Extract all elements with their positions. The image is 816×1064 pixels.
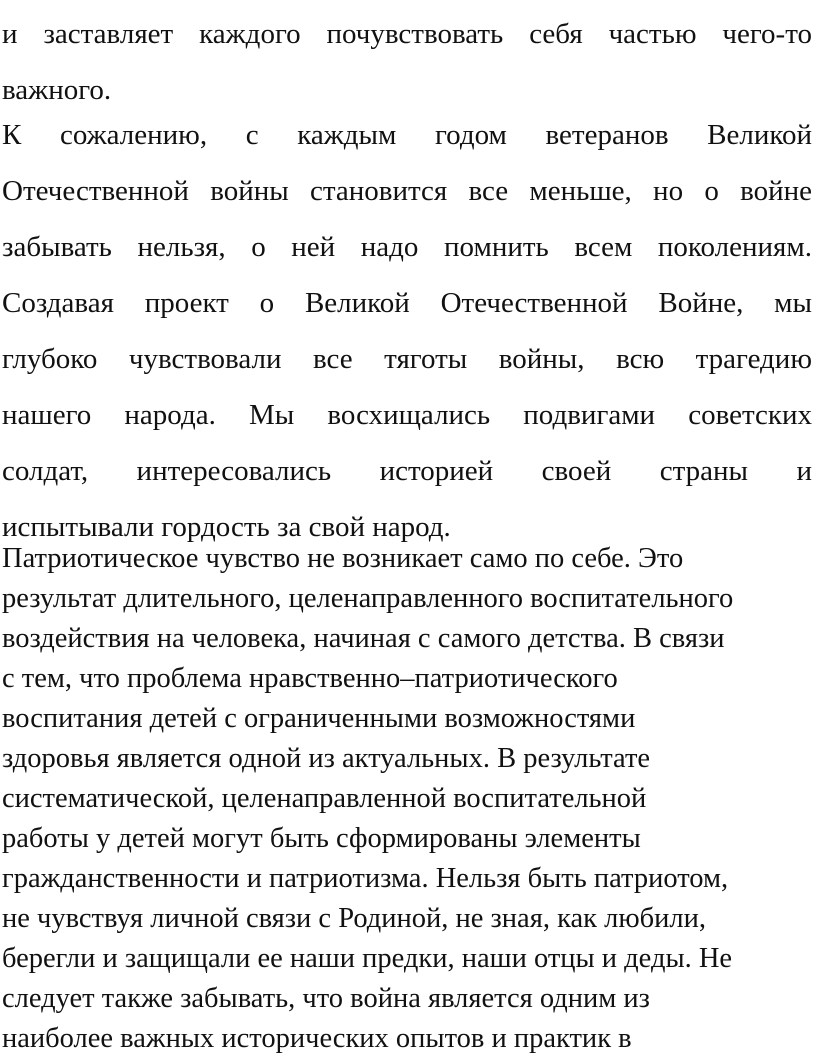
paragraph-2 [2,107,812,555]
text-line: испытывали гордость за свой народ. [2,511,451,543]
text-line: берегли и защищали ее наши предки, наши отцы и деды. Не [2,943,733,974]
text-line: не чувствуя личной связи с Родиной, не зная, как любили, [2,903,706,934]
text-line: здоровья является одной из актуальных. В результате [2,743,651,774]
text-line: следует также забывать, что война является одним из [2,983,650,1014]
text-line: солдат, интересовались историей своей страны и [2,455,812,487]
text-line: результат длительного, целенаправленного воспитательного [2,583,734,614]
paragraph-3 [2,539,812,1059]
text-line: воздействия на человека, начиная с самого детства. В связи [2,623,725,654]
text-line: Отечественной войны становится все меньше, но о войне [2,175,812,207]
text-line: наиболее важных исторических опытов и практик в [2,1023,632,1054]
text-line: глубоко чувствовали все тяготы войны, всю трагедию [2,343,812,375]
text-line: Патриотическое чувство не возникает само по себе. Это [2,543,684,574]
text-line: с тем, что проблема нравственно–патриотического [2,663,618,694]
text-line: забывать нельзя, о ней надо помнить всем поколениям. [2,231,812,263]
text-line: систематической, целенаправленной воспитательной [2,783,647,814]
paragraph-1 [2,6,812,118]
text-line: и заставляет каждого почувствовать себя частью чего-то [2,18,812,50]
text-line: нашего народа. Мы восхищались подвигами советских [2,399,812,431]
text-line: К сожалению, с каждым годом ветеранов Великой [2,119,812,151]
text-line: гражданственности и патриотизма. Нельзя быть патриотом, [2,863,729,894]
text-line: важного. [2,74,112,106]
text-line: воспитания детей с ограниченными возможностями [2,703,636,734]
text-line: Создавая проект о Великой Отечественной Войне, мы [2,287,812,319]
text-line: работы у детей могут быть сформированы элементы [2,823,641,854]
